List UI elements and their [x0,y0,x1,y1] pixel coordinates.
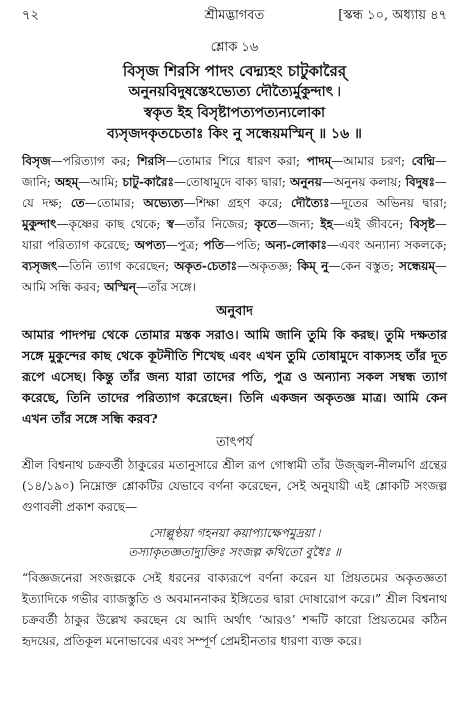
synonym-meaning: —তাঁর সঙ্গে। [136,280,196,294]
synonym-meaning: —শিক্ষা গ্রহণ করে; [183,196,292,210]
synonym-meaning: —তোমার শিরে ধারণ করা; [165,154,307,168]
synonym-word: অন্য-লোকাঃ [265,238,327,252]
verse-text [26,61,443,145]
synonym-meaning: —এই জীবনে; [332,217,410,231]
verse-label: শ্লোক ১৬ [210,40,259,55]
synonym-word: বিসৃজ [22,154,51,168]
synonym-word: কিম্ নু [297,259,329,273]
synonym-meaning: —তিনি ত্যাগ করেছেন; [57,259,175,273]
synonym-meaning: —কেন বস্তুত; [328,259,400,273]
synonym-word: শিরসি [137,154,166,168]
synonym-word: স্ব [166,217,175,231]
verse-line: ব্যসৃজদকৃতচেতাঃ কিং নু সন্ধেয়মস্মিন্ ॥ ১৬ ॥ [107,126,362,142]
purport-heading: তাৎপর্য [216,435,253,450]
running-header [22,6,447,26]
verse-line: অনুনয়বিদুষস্তেঽভ্যেত্য দৌত্যৈর্মুকুন্দাৎ ৷ [128,84,341,100]
synonym-word: অহম্ [54,175,79,189]
synonym-meaning: —আমার চরণ; [331,154,412,168]
synonym-meaning: —যে দক্ষ; [22,175,448,210]
page-number: ৭২ [22,8,39,23]
verse-line: স্বকৃত ইহ বিসৃষ্টাপত্যপত্যন্যলোকা [143,105,326,121]
synonym-word: বিসৃষ্ট [409,217,435,231]
synonym-word: বিদুষঃ [405,175,436,189]
synonym-word: ইহ [320,217,333,231]
purport-paragraph: শ্রীল বিশ্বনাথ চক্রবর্তী ঠাকুরের মতানুসারে শ্রীল রূপ গোস্বামী তাঁর উজ্জ্বল-নীলমণি গ্রন্থের (১৪/১৯০) নিম্নোক্ত শ্লোকটির যেভাবে বর্ণনা করেছেন, সেই অনুযায়ী এই শ্লোকটি সংজল্প গুণাবলী প্রকাশ করছে— [22,458,447,514]
synonym-meaning: —দূতের অভিনয় দ্বারা; [329,196,447,210]
sanskrit-quote [26,524,443,562]
synonym-meaning: —কৃষ্ণের কাছ থেকে; [56,217,167,231]
synonym-word: অনুনয় [289,175,322,189]
synonym-meaning: —পতি; [223,238,266,252]
synonym-word: দৌত্যৈঃ [291,196,330,210]
synonym-meaning: —অনুনয় কলায়; [321,175,406,189]
chapter-reference: [স্কন্ধ ১০, অধ্যায় ৪৭ [338,8,447,23]
synonym-word: অকৃত-চেতাঃ [174,259,238,273]
synonym-meaning: —আমি; [78,175,123,189]
synonym-word: মুকুন্দাৎ [22,217,57,231]
synonym-word: পতি [203,238,224,252]
synonym-meaning: —জানি; [22,154,447,189]
translation-text: আমার পাদপদ্ম থেকে তোমার মস্তক সরাও। আমি জানি তুমি কি করছ। তুমি দক্ষতার সঙ্গে মুকুন্দের কাছ থেকে কূটনীতি শিখেছ এবং এখন তুমি তোষামুদে বাক্যসহ তাঁর দূত রূপে এসেছ। কিন্তু তাঁর জন্য যারা তাদের পতি, পুত্র ও অন্যান্য সকল সম্বন্ধ ত্যাগ করেছে, তিনি তাদের পরিত্যাগ করেছেন। তিনি একজন অকৃতজ্ঞ মাত্র। আমি কেন এখন তাঁর সঙ্গে সন্ধি করব? [22,327,447,426]
purport-paragraph: “বিজ্ঞজনেরা সংজল্পকে সেই ধরনের বাক্যরূপে বর্ণনা করেন যা প্রিয়তমের অকৃতজ্ঞতা ইত্যাদিকে গভীর ব্যাজস্তুতি ও অবমাননাকর ইঙ্গিতের দ্বারা দোষারোপ করে।” শ্রীল বিশ্বনাথ চক্রবর্তী ঠাকুর উল্লেখ করছেন যে আদি অর্থাৎ ‘আরও’ শব্দটি কারো প্রিয়তমের কঠিন হৃদয়ের, প্রতিকূল মনোভাবের এবং সম্পূর্ণ প্রেমহীনতার ধারণা ব্যক্ত করে। [22,571,447,648]
synonym-meaning: —এবং অন্যান্য সকলকে; [326,238,447,252]
synonym-word: অভ্যেত্য [143,196,184,210]
synonym-word: কৃতে [254,217,277,231]
synonym-word: বেদ্মি [411,154,435,168]
synonym-word: সন্ধেয়ম্ [399,259,436,273]
translation-heading: অনুবাদ [216,304,253,319]
synonym-meaning: —তোষামুদে বাক্য দ্বারা; [173,175,290,189]
synonym-meaning: —পরিত্যাগ কর; [50,154,138,168]
synonym-word: অপত্য [134,238,166,252]
synonym-word: পাদম্ [306,154,332,168]
quote-line: সোল্লুণ্ঠয়া গহনয়া কয়াপ্যাক্ষেপমুদ্রয়া ৷ [149,526,320,540]
synonym-meaning: —যারা পরিত্যাগ করেছে; [22,217,447,252]
word-synonyms [22,151,447,298]
synonym-word: চাটু-কারৈঃ [122,175,174,189]
synonym-meaning: —তোমার; [84,196,144,210]
synonym-meaning: —জন্য; [276,217,321,231]
synonym-meaning: —আমি সন্ধি করব; [22,259,448,294]
synonym-meaning: —পুত্র; [165,238,204,252]
book-title: শ্রীমদ্ভাগবত [204,8,265,23]
synonym-word: তে [70,196,85,210]
synonym-meaning: —অকৃতজ্ঞ; [237,259,298,273]
verse-line: বিসৃজ শিরসি পাদং বেদ্ম্যহং চাটুকারৈর্ [122,62,347,80]
synonym-word: অস্মিন্ [104,280,136,294]
synonym-word: ব্যসৃজৎ [22,259,58,273]
quote-line: তস্যাকৃতজ্ঞতাদ্যুক্তিঃ সংজল্প কথিতো বুধৈঃ ॥ [128,545,341,559]
synonym-meaning: —তাঁর নিজের; [174,217,255,231]
